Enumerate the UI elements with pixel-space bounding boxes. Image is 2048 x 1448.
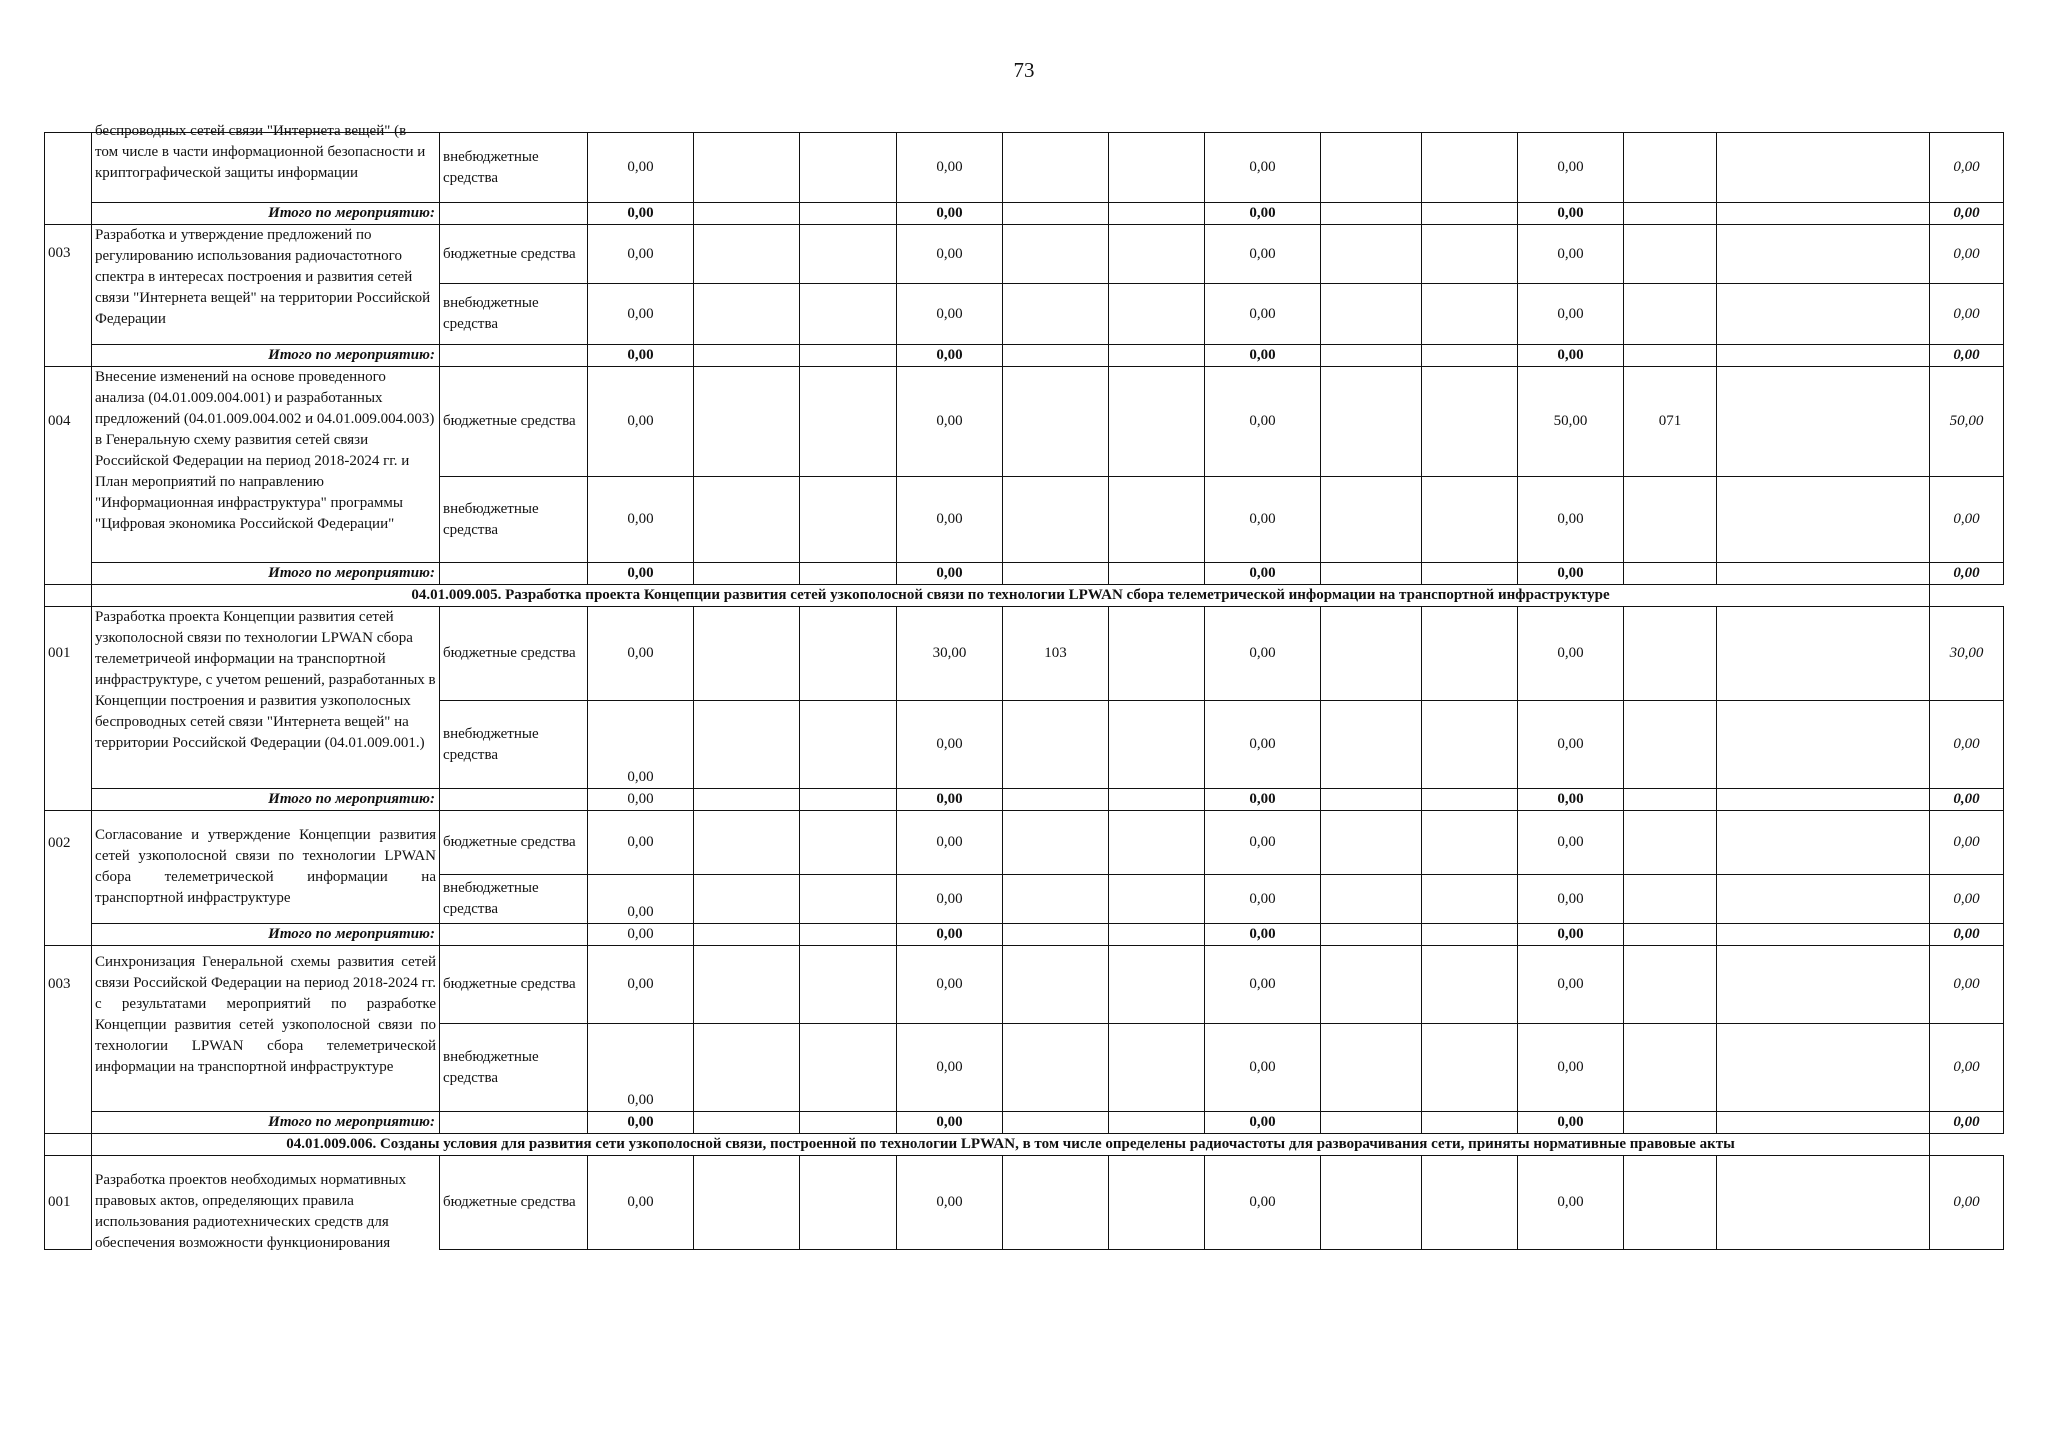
total-row: Итого по мероприятию: 0,00 0,00 0,00 0,00 0,00	[45, 563, 2004, 585]
activity-name: Разработка и утверждение предложений по регулированию использования радиочастотного спектра в интересах построения и развития сетей связи "Интернета вещей" на территории Российской Федерации	[92, 225, 440, 345]
value-total: 0,00	[1930, 133, 2004, 203]
table-row: 003 Синхронизация Генеральной схемы развития сетей связи Российской Федерации на период 2018-2024 гг. с результатами мероприятий по разработке Концепции развития сетей узкополосной связи по технологии LPWAN сбора телеметрической информации на транспортной инфраструктуре бюджетные средства 0,00 0,00 0,00 0,00 0,00	[45, 946, 2004, 1024]
table-row: 001 Разработка проекта Концепции развития сетей узкополосной связи по технологии LPWAN сбора телеметричеой информации на транспортной инфраструктуре, с учетом решений, разработанных в Концепции построения и развития узкополосных беспроводных сетей связи "Интернета вещей" на территории Российской Федерации (04.01.009.001.) бюджетные средства 0,00 30,00 103 0,00 0,00 30,00	[45, 607, 2004, 701]
total-row: Итого по мероприятию: 0,00 0,00 0,00 0,00 0,00	[45, 203, 2004, 225]
row-number-cell: 002	[45, 811, 92, 946]
funding-source-offbudget: внебюджетные средства	[440, 133, 588, 203]
value-2024: 0,00	[1518, 133, 1624, 203]
value-2023: 0,00	[1205, 133, 1321, 203]
table-row: внебюджетные средства 0,00 0,00 0,00 0,00 0,00	[45, 1024, 2004, 1112]
section-row	[45, 1134, 2004, 1156]
activity-name: Разработка проектов необходимых нормативных правовых актов, определяющих правила использования радиотехнических средств для обеспечения возможности функционирования	[95, 1172, 407, 1251]
table-row: внебюджетные средства 0,00 0,00 0,00 0,00 0,00	[45, 701, 2004, 789]
section-title: 04.01.009.005. Разработка проекта Концепции развития сетей узкополосной связи по технологии LPWAN сбора телеметрической информации на транспортной инфраструктуре	[92, 585, 1930, 607]
activity-name: Синхронизация Генеральной схемы развития сетей связи Российской Федерации на период 2018-2024 гг. с результатами мероприятий по разработке Концепции развития сетей узкополосной связи по технологии LPWAN сбора телеметрической информации на транспортной инфраструктуре	[92, 946, 440, 1112]
row-number-cell	[45, 133, 92, 225]
row-number-cell: 001	[45, 1156, 92, 1250]
activity-name: Внесение изменений на основе проведенного анализа (04.01.009.004.001) и разработанных предложений (04.01.009.004.002 и 04.01.009.004.003) в Генеральную схему развития сетей связи Российской Федерации на период 2018-2024 гг. и План мероприятий по направлению "Информационная инфраструктура" программы "Цифровая экономика Российской Федерации"	[92, 367, 440, 563]
table-row: 001 Разработка проектов необходимых нормативных правовых актов, определяющих правила использования радиотехнических средств для обеспечения возможности функционирования бюджетные средства 0,00 0,00 0,00 0,00 0,00	[45, 1156, 2004, 1250]
activity-name: том числе в части информационной безопасности и криптографической защиты информации	[95, 144, 426, 181]
section-title: 04.01.009.006. Созданы условия для развития сети узкополосной связи, построенной по технологии LPWAN, в том числе определены радиочастоты для разворачивания сети, приняты нормативные правовые акты	[92, 1134, 1930, 1156]
continued-text: беспроводных сетей связи "Интернета вещей" (в	[95, 123, 407, 139]
total-row: Итого по мероприятию: 0,00 0,00 0,00 0,00 0,00	[45, 1112, 2004, 1134]
activity-name: Согласование и утверждение Концепции развития сетей узкополосной связи по технологии LPWAN сбора телеметрической информации на транспортной инфраструктуре	[92, 811, 440, 924]
kbk-code: 071	[1624, 367, 1717, 477]
table-row: 002 Согласование и утверждение Концепции развития сетей узкополосной связи по технологии LPWAN сбора телеметрической информации на транспортной инфраструктуре бюджетные средства 0,00 0,00 0,00 0,00 0,00	[45, 811, 2004, 875]
value-2021: 0,00	[588, 133, 694, 203]
table-row: 004 Внесение изменений на основе проведенного анализа (04.01.009.004.001) и разработанных предложений (04.01.009.004.002 и 04.01.009.004.003) в Генеральную схему развития сетей связи Российской Федерации на период 2018-2024 гг. и План мероприятий по направлению "Информационная инфраструктура" программы "Цифровая экономика Российской Федерации" бюджетные средства 0,00 0,00 0,00 50,00 071 50,00	[45, 367, 2004, 477]
section-row	[45, 585, 2004, 607]
table-row: внебюджетные средства 0,00 0,00 0,00 0,00 0,00	[45, 477, 2004, 563]
row-number-cell: 003	[45, 225, 92, 367]
row-number-cell: 004	[45, 367, 92, 585]
funding-table	[44, 123, 2004, 1251]
total-row: Итого по мероприятию: 0,00 0,00 0,00 0,00 0,00	[45, 924, 2004, 946]
page-number: 73	[1013, 58, 1035, 82]
row-number-cell: 003	[45, 946, 92, 1134]
activity-name: Разработка проекта Концепции развития сетей узкополосной связи по технологии LPWAN сбора телеметричеой информации на транспортной инфраструктуре, с учетом решений, разработанных в Концепции построения и развития узкополосных беспроводных сетей связи "Интернета вещей" на территории Российской Федерации (04.01.009.001.)	[92, 607, 440, 789]
table-row: внебюджетные средства 0,00 0,00 0,00 0,00 0,00	[45, 875, 2004, 924]
total-row: Итого по мероприятию: 0,00 0,00 0,00 0,00 0,00	[45, 789, 2004, 811]
table-row: внебюджетные средства 0,00 0,00 0,00 0,00 0,00	[45, 284, 2004, 345]
value-2022: 0,00	[897, 133, 1003, 203]
table-row: 003 Разработка и утверждение предложений по регулированию использования радиочастотного спектра в интересах построения и развития сетей связи "Интернета вещей" на территории Российской Федерации бюджетные средства 0,00 0,00 0,00 0,00 0,00	[45, 225, 2004, 284]
activity-name-cell	[92, 1156, 440, 1250]
kbk-code: 103	[1003, 607, 1109, 701]
row-number-cell: 001	[45, 607, 92, 811]
total-row: Итого по мероприятию: 0,00 0,00 0,00 0,00 0,00	[45, 345, 2004, 367]
table-row	[45, 133, 2004, 203]
total-label: Итого по мероприятию:	[92, 203, 440, 225]
activity-name-cell	[92, 123, 440, 203]
